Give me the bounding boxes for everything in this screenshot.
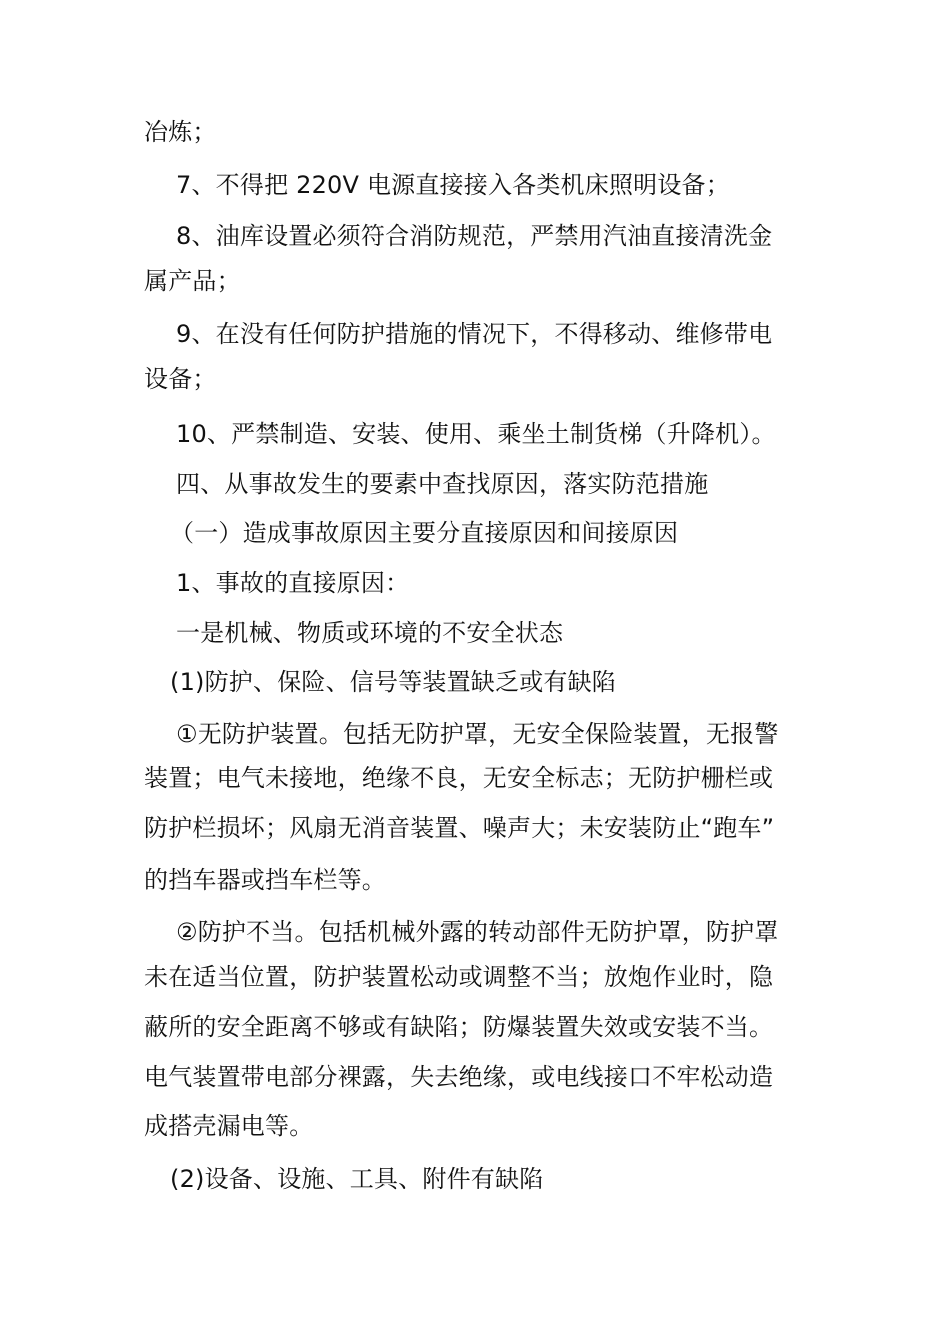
text-line: (1)防护、保险、信号等装置缺乏或有缺陷	[170, 668, 616, 696]
text-line: 未在适当位置，防护装置松动或调整不当；放炮作业时，隐	[144, 963, 774, 991]
text-line: 装置；电气未接地，绝缘不良，无安全标志；无防护栅栏或	[144, 764, 774, 792]
text-line: (2)设备、设施、工具、附件有缺陷	[170, 1165, 544, 1193]
text-line: 10、严禁制造、安装、使用、乘坐土制货梯（升降机）。	[176, 420, 776, 448]
text-line: 9、在没有任何防护措施的情况下，不得移动、维修带电	[176, 320, 773, 348]
text-line: 7、不得把 220V 电源直接接入各类机床照明设备；	[176, 171, 730, 199]
text-line: 电气装置带电部分裸露，失去绝缘，或电线接口不牢松动造	[144, 1063, 774, 1091]
section-heading: 四、从事故发生的要素中查找原因，落实防范措施	[176, 470, 709, 498]
text-line: 属产品；	[144, 267, 241, 295]
text-line: 蔽所的安全距离不够或有缺陷；防爆装置失效或安装不当。	[144, 1013, 774, 1041]
text-line: 8、油库设置必须符合消防规范，严禁用汽油直接清洗金	[176, 222, 773, 250]
text-line: 的挡车器或挡车栏等。	[144, 866, 386, 894]
text-line: 冶炼；	[144, 118, 217, 146]
text-line: 1、事故的直接原因：	[176, 569, 410, 597]
text-line: 设备；	[144, 365, 217, 393]
text-line: 成搭壳漏电等。	[144, 1112, 314, 1140]
subsection-heading: （一）造成事故原因主要分直接原因和间接原因	[170, 519, 679, 547]
text-line: 一是机械、物质或环境的不安全状态	[176, 619, 564, 647]
text-line: ①无防护装置。包括无防护罩，无安全保险装置，无报警	[176, 720, 779, 748]
text-line: ②防护不当。包括机械外露的转动部件无防护罩，防护罩	[176, 918, 779, 946]
text-line: 防护栏损坏；风扇无消音装置、噪声大；未安装防止“跑车”	[144, 814, 775, 842]
